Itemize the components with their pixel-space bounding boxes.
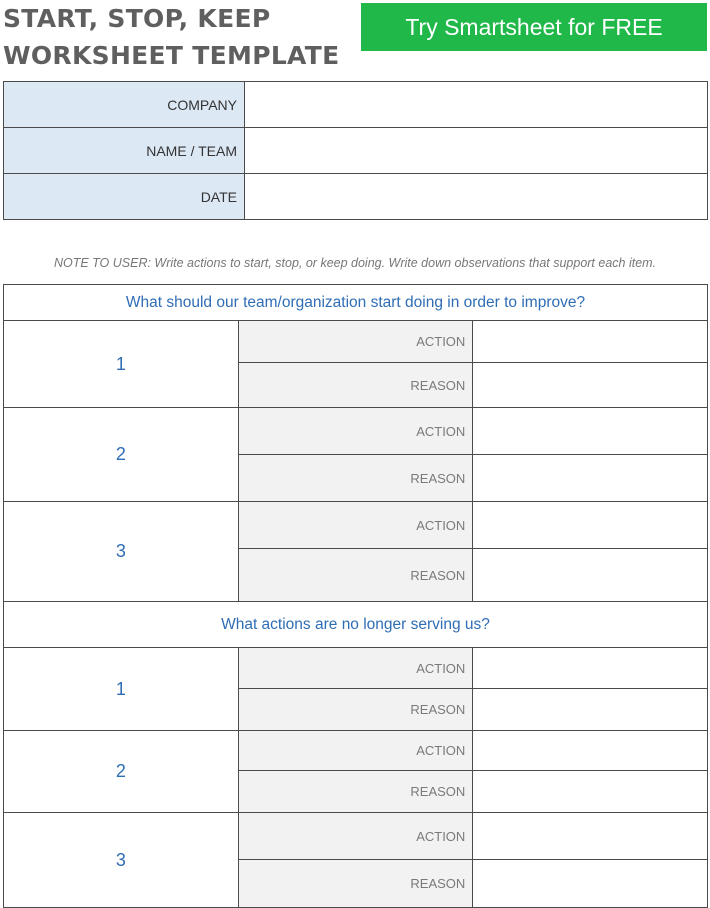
item-action-row xyxy=(4,648,708,689)
try-smartsheet-button[interactable]: Try Smartsheet for FREE xyxy=(361,3,707,51)
item-number: 1 xyxy=(4,321,239,408)
info-table xyxy=(3,81,708,220)
company-label: COMPANY xyxy=(4,82,245,128)
reason-field[interactable] xyxy=(473,860,708,908)
action-label: ACTION xyxy=(238,408,473,455)
company-field[interactable] xyxy=(245,82,708,128)
reason-label: REASON xyxy=(238,771,473,813)
item-action-row xyxy=(4,502,708,549)
item-number: 1 xyxy=(4,648,239,731)
name-team-field[interactable] xyxy=(245,128,708,174)
item-action-row xyxy=(4,321,708,363)
reason-label: REASON xyxy=(238,860,473,908)
item-number: 2 xyxy=(4,731,239,813)
reason-label: REASON xyxy=(238,689,473,731)
action-field[interactable] xyxy=(473,321,708,363)
action-field[interactable] xyxy=(473,813,708,860)
action-field[interactable] xyxy=(473,648,708,689)
action-label: ACTION xyxy=(238,731,473,771)
reason-field[interactable] xyxy=(473,771,708,813)
page-title xyxy=(3,0,340,74)
section-header-row xyxy=(4,285,708,321)
reason-field[interactable] xyxy=(473,363,708,408)
action-label: ACTION xyxy=(238,648,473,689)
worksheet-table xyxy=(3,284,708,908)
item-action-row xyxy=(4,813,708,860)
item-number: 3 xyxy=(4,502,239,602)
title-line-2: WORKSHEET TEMPLATE xyxy=(3,41,340,70)
name-team-label: NAME / TEAM xyxy=(4,128,245,174)
reason-label: REASON xyxy=(238,455,473,502)
reason-label: REASON xyxy=(238,549,473,602)
reason-field[interactable] xyxy=(473,455,708,502)
item-number: 2 xyxy=(4,408,239,502)
item-number: 3 xyxy=(4,813,239,908)
reason-field[interactable] xyxy=(473,549,708,602)
action-label: ACTION xyxy=(238,813,473,860)
action-field[interactable] xyxy=(473,502,708,549)
date-field[interactable] xyxy=(245,174,708,220)
action-label: ACTION xyxy=(238,502,473,549)
action-label: ACTION xyxy=(238,321,473,363)
note-to-user: NOTE TO USER: Write actions to start, stop, or keep doing. Write down observations that support each item. xyxy=(53,256,657,270)
title-line-1: START, STOP, KEEP xyxy=(3,4,271,33)
date-label: DATE xyxy=(4,174,245,220)
company-row xyxy=(4,82,708,128)
section-header-row xyxy=(4,602,708,648)
start-question: What should our team/organization start doing in order to improve? xyxy=(4,285,708,321)
date-row xyxy=(4,174,708,220)
reason-field[interactable] xyxy=(473,689,708,731)
action-field[interactable] xyxy=(473,731,708,771)
name-team-row xyxy=(4,128,708,174)
stop-question: What actions are no longer serving us? xyxy=(4,602,708,648)
item-action-row xyxy=(4,731,708,771)
action-field[interactable] xyxy=(473,408,708,455)
reason-label: REASON xyxy=(238,363,473,408)
item-action-row xyxy=(4,408,708,455)
